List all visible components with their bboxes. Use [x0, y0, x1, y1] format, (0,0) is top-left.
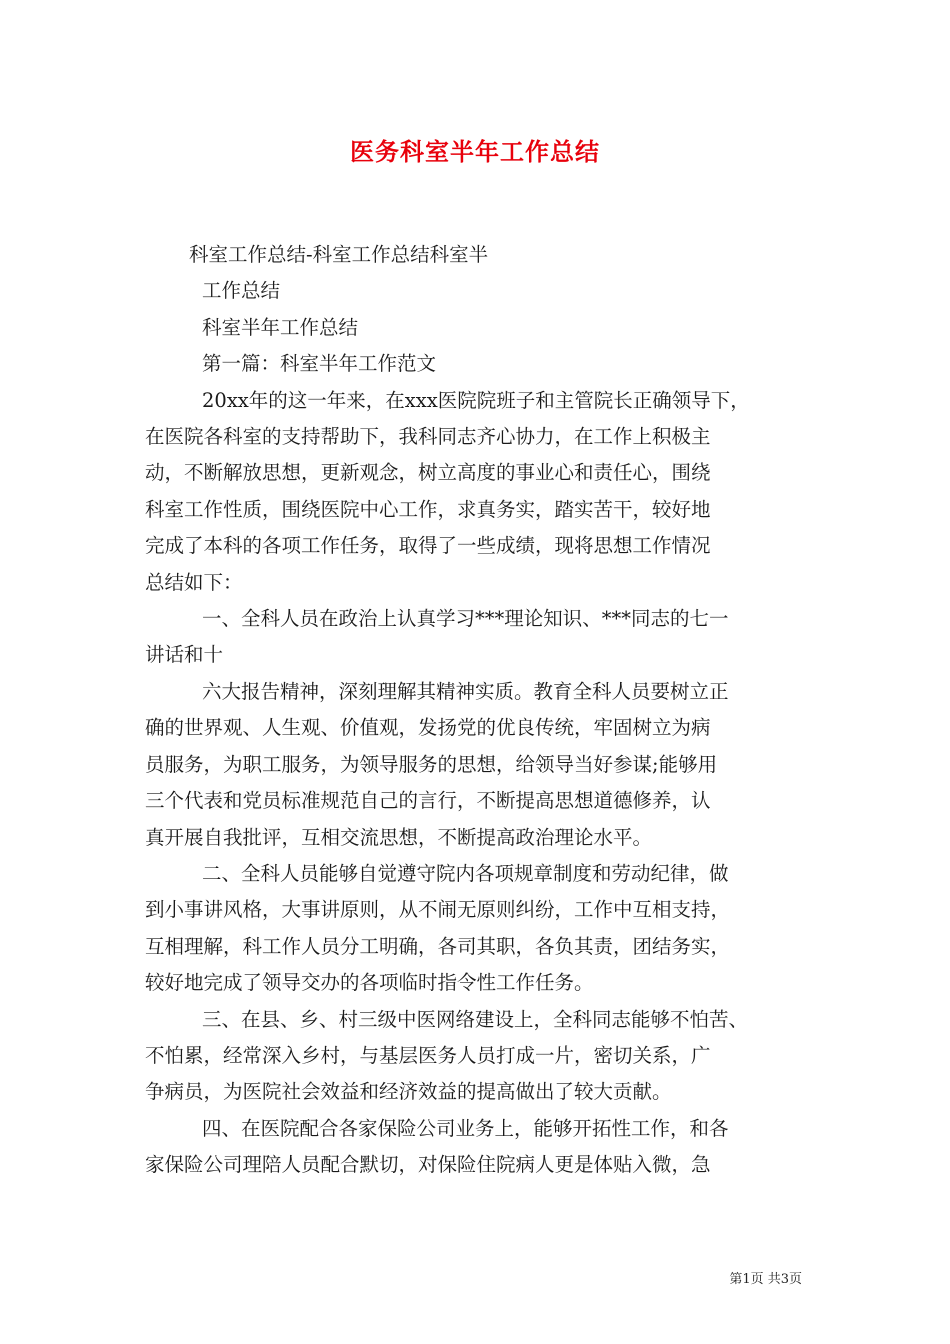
text-line: 科室工作总结-科室工作总结科室半: [189, 243, 489, 266]
text-line: 四、在医院配合各家保险公司业务上，能够开拓性工作，和各: [202, 1116, 729, 1140]
text-line: 20xx年的这一年来，在xxx医院院班子和主管院长正确领导下，: [202, 388, 750, 412]
text-line: 三、在县、乡、村三级中医网络建设上，全科同志能够不怕苦、: [202, 1007, 749, 1031]
text-line: 六大报告精神，深刻理解其精神实质。教育全科人员要树立正: [202, 679, 729, 703]
text-line: 三个代表和党员标准规范自己的言行，不断提高思想道德修养，认: [145, 789, 711, 813]
text-line: 完成了本科的各项工作任务，取得了一些成绩，现将思想工作情况: [145, 534, 711, 558]
text-line: 动，不断解放思想，更新观念，树立高度的事业心和责任心，围绕: [145, 461, 711, 485]
text-line: 真开展自我批评，互相交流思想，不断提高政治理论水平。: [145, 825, 653, 849]
text-line: 一、全科人员在政治上认真学习***理论知识、***同志的七一: [202, 607, 729, 631]
text-line: 到小事讲风格，大事讲原则，从不闹无原则纠纷，工作中互相支持，: [145, 898, 731, 922]
text-line: 较好地完成了领导交办的各项临时指令性工作任务。: [145, 971, 594, 995]
text-line: 员服务，为职工服务，为领导服务的思想，给领导当好参谋;能够用: [145, 752, 718, 776]
text-line: 科室工作性质，围绕医院中心工作，求真务实，踏实苦干，较好地: [145, 497, 711, 521]
text-line: 第一篇：科室半年工作范文: [202, 352, 437, 376]
text-line: 总结如下：: [145, 570, 243, 594]
document-title: 医务科室半年工作总结: [350, 137, 600, 166]
text-line: 工作总结: [202, 279, 281, 303]
text-line: 争病员，为医院社会效益和经济效益的提高做出了较大贡献。: [145, 1080, 672, 1104]
text-line: 讲话和十: [145, 643, 224, 667]
page-number-footer: 第1页 共3页: [729, 1272, 802, 1287]
text-line: 互相理解，科工作人员分工明确，各司其职，各负其责，团结务实，: [145, 934, 731, 958]
text-line: 在医院各科室的支持帮助下，我科同志齐心协力，在工作上积极主: [145, 425, 711, 449]
text-line: 家保险公司理陪人员配合默切，对保险住院病人更是体贴入微，急: [145, 1153, 711, 1177]
text-line: 科室半年工作总结: [202, 315, 359, 339]
text-line: 不怕累，经常深入乡村，与基层医务人员打成一片，密切关系，广: [145, 1043, 711, 1067]
text-line: 确的世界观、人生观、价值观，发扬党的优良传统，牢固树立为病: [145, 716, 711, 740]
text-line: 二、全科人员能够自觉遵守院内各项规章制度和劳动纪律，做: [202, 861, 729, 885]
document-body: [145, 237, 835, 1184]
